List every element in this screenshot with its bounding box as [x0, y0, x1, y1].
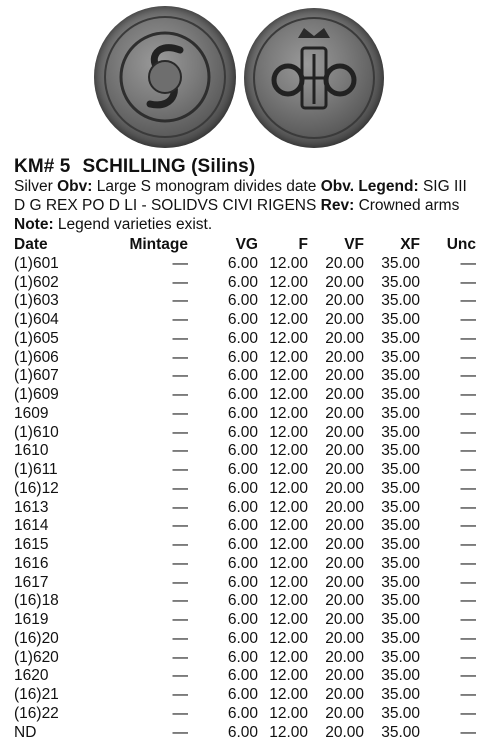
coin-description	[14, 177, 476, 234]
cell-date: (1)611	[14, 461, 114, 480]
cell-f: 12.00	[258, 405, 308, 424]
table-row	[14, 705, 476, 724]
cell-vg: 6.00	[188, 517, 258, 536]
coin-name: SCHILLING (Silins)	[82, 156, 255, 177]
cell-vf: 20.00	[308, 367, 364, 386]
table-row	[14, 405, 476, 424]
cell-mintage: —	[114, 480, 188, 499]
cell-mintage: —	[114, 274, 188, 293]
coin-images	[0, 0, 486, 152]
cell-vg: 6.00	[188, 611, 258, 630]
cell-f: 12.00	[258, 649, 308, 668]
cell-vf: 20.00	[308, 555, 364, 574]
cell-xf: 35.00	[364, 517, 420, 536]
cell-mintage: —	[114, 311, 188, 330]
cell-vf: 20.00	[308, 705, 364, 724]
table-row	[14, 311, 476, 330]
cell-xf: 35.00	[364, 386, 420, 405]
cell-vg: 6.00	[188, 405, 258, 424]
cell-unc: —	[420, 330, 476, 349]
cell-vf: 20.00	[308, 386, 364, 405]
cell-date: (1)604	[14, 311, 114, 330]
cell-vg: 6.00	[188, 592, 258, 611]
cell-vg: 6.00	[188, 461, 258, 480]
cell-vg: 6.00	[188, 311, 258, 330]
cell-unc: —	[420, 480, 476, 499]
rev-text: Crowned arms	[359, 197, 460, 214]
cell-vg: 6.00	[188, 555, 258, 574]
cell-unc: —	[420, 592, 476, 611]
cell-date: (1)606	[14, 349, 114, 368]
table-row	[14, 255, 476, 274]
cell-date: (1)607	[14, 367, 114, 386]
cell-vg: 6.00	[188, 349, 258, 368]
cell-unc: —	[420, 405, 476, 424]
cell-date: (16)22	[14, 705, 114, 724]
cell-mintage: —	[114, 555, 188, 574]
cell-mintage: —	[114, 349, 188, 368]
cell-unc: —	[420, 274, 476, 293]
cell-xf: 35.00	[364, 536, 420, 555]
cell-vg: 6.00	[188, 686, 258, 705]
cell-vf: 20.00	[308, 536, 364, 555]
cell-unc: —	[420, 705, 476, 724]
rev-label: Rev:	[321, 197, 355, 214]
cell-vf: 20.00	[308, 649, 364, 668]
cell-f: 12.00	[258, 592, 308, 611]
cell-xf: 35.00	[364, 630, 420, 649]
cell-mintage: —	[114, 442, 188, 461]
cell-f: 12.00	[258, 386, 308, 405]
cell-date: (1)601	[14, 255, 114, 274]
cell-vf: 20.00	[308, 592, 364, 611]
table-row	[14, 649, 476, 668]
cell-f: 12.00	[258, 255, 308, 274]
cell-vg: 6.00	[188, 499, 258, 518]
metal-text: Silver	[14, 178, 53, 195]
cell-vf: 20.00	[308, 499, 364, 518]
header-unc: Unc	[420, 236, 476, 255]
obv-text: Large S monogram divides date	[97, 178, 317, 195]
header-mintage: Mintage	[114, 236, 188, 255]
cell-f: 12.00	[258, 367, 308, 386]
table-header	[14, 236, 476, 255]
table-row	[14, 517, 476, 536]
km-number: KM# 5	[14, 156, 70, 177]
cell-unc: —	[420, 536, 476, 555]
cell-unc: —	[420, 442, 476, 461]
cell-mintage: —	[114, 611, 188, 630]
table-row	[14, 349, 476, 368]
table-row	[14, 724, 476, 742]
cell-unc: —	[420, 311, 476, 330]
cell-mintage: —	[114, 649, 188, 668]
cell-vf: 20.00	[308, 574, 364, 593]
cell-date: 1610	[14, 442, 114, 461]
cell-vg: 6.00	[188, 367, 258, 386]
cell-vg: 6.00	[188, 442, 258, 461]
cell-xf: 35.00	[364, 255, 420, 274]
cell-f: 12.00	[258, 424, 308, 443]
cell-f: 12.00	[258, 611, 308, 630]
cell-f: 12.00	[258, 292, 308, 311]
obv-legend-text: SIG III D G REX PO D LI - SOLIDVS CIVI RIGENS	[14, 178, 467, 214]
cell-xf: 35.00	[364, 405, 420, 424]
table-body	[14, 255, 476, 742]
cell-unc: —	[420, 292, 476, 311]
cell-f: 12.00	[258, 724, 308, 742]
header-f: F	[258, 236, 308, 255]
cell-mintage: —	[114, 517, 188, 536]
header-date: Date	[14, 236, 114, 255]
cell-date: (16)12	[14, 480, 114, 499]
cell-date: 1613	[14, 499, 114, 518]
cell-vf: 20.00	[308, 311, 364, 330]
coin-obverse-icon	[94, 6, 236, 148]
cell-date: (1)610	[14, 424, 114, 443]
cell-vg: 6.00	[188, 330, 258, 349]
table-row	[14, 367, 476, 386]
coin-reverse-photo	[244, 8, 384, 148]
cell-vf: 20.00	[308, 330, 364, 349]
cell-vf: 20.00	[308, 611, 364, 630]
cell-mintage: —	[114, 592, 188, 611]
table-row	[14, 555, 476, 574]
table-row	[14, 630, 476, 649]
cell-vf: 20.00	[308, 424, 364, 443]
cell-xf: 35.00	[364, 499, 420, 518]
table-row	[14, 292, 476, 311]
cell-vg: 6.00	[188, 386, 258, 405]
cell-xf: 35.00	[364, 611, 420, 630]
cell-f: 12.00	[258, 311, 308, 330]
cell-vg: 6.00	[188, 255, 258, 274]
cell-f: 12.00	[258, 536, 308, 555]
cell-xf: 35.00	[364, 592, 420, 611]
table-row	[14, 330, 476, 349]
cell-unc: —	[420, 349, 476, 368]
cell-vf: 20.00	[308, 405, 364, 424]
cell-xf: 35.00	[364, 724, 420, 742]
cell-date: (16)20	[14, 630, 114, 649]
cell-vg: 6.00	[188, 649, 258, 668]
cell-xf: 35.00	[364, 667, 420, 686]
cell-unc: —	[420, 574, 476, 593]
cell-xf: 35.00	[364, 461, 420, 480]
table-row	[14, 461, 476, 480]
cell-date: 1620	[14, 667, 114, 686]
cell-f: 12.00	[258, 574, 308, 593]
cell-date: (1)603	[14, 292, 114, 311]
cell-f: 12.00	[258, 667, 308, 686]
cell-vf: 20.00	[308, 480, 364, 499]
cell-f: 12.00	[258, 330, 308, 349]
cell-date: 1619	[14, 611, 114, 630]
header-xf: XF	[364, 236, 420, 255]
cell-date: 1617	[14, 574, 114, 593]
cell-f: 12.00	[258, 274, 308, 293]
coin-obverse-photo	[94, 6, 236, 148]
cell-unc: —	[420, 424, 476, 443]
cell-mintage: —	[114, 405, 188, 424]
cell-vg: 6.00	[188, 292, 258, 311]
cell-vf: 20.00	[308, 724, 364, 742]
cell-mintage: —	[114, 724, 188, 742]
table-row	[14, 386, 476, 405]
cell-vf: 20.00	[308, 349, 364, 368]
cell-vf: 20.00	[308, 667, 364, 686]
table-row	[14, 667, 476, 686]
cell-f: 12.00	[258, 630, 308, 649]
cell-vf: 20.00	[308, 686, 364, 705]
cell-mintage: —	[114, 499, 188, 518]
cell-mintage: —	[114, 536, 188, 555]
cell-mintage: —	[114, 461, 188, 480]
cell-f: 12.00	[258, 705, 308, 724]
cell-date: (1)620	[14, 649, 114, 668]
coin-reverse-icon	[244, 8, 384, 148]
cell-date: (16)18	[14, 592, 114, 611]
cell-xf: 35.00	[364, 330, 420, 349]
cell-vf: 20.00	[308, 292, 364, 311]
cell-vg: 6.00	[188, 630, 258, 649]
cell-date: 1609	[14, 405, 114, 424]
cell-mintage: —	[114, 255, 188, 274]
cell-mintage: —	[114, 705, 188, 724]
cell-xf: 35.00	[364, 574, 420, 593]
cell-vg: 6.00	[188, 424, 258, 443]
cell-xf: 35.00	[364, 292, 420, 311]
cell-unc: —	[420, 517, 476, 536]
cell-xf: 35.00	[364, 686, 420, 705]
table-row	[14, 499, 476, 518]
cell-f: 12.00	[258, 349, 308, 368]
cell-unc: —	[420, 667, 476, 686]
cell-f: 12.00	[258, 555, 308, 574]
table-row	[14, 480, 476, 499]
cell-mintage: —	[114, 386, 188, 405]
header-vf: VF	[308, 236, 364, 255]
cell-vg: 6.00	[188, 724, 258, 742]
cell-vg: 6.00	[188, 480, 258, 499]
cell-unc: —	[420, 630, 476, 649]
header-vg: VG	[188, 236, 258, 255]
cell-vg: 6.00	[188, 274, 258, 293]
table-row	[14, 536, 476, 555]
cell-date: (16)21	[14, 686, 114, 705]
cell-mintage: —	[114, 630, 188, 649]
cell-mintage: —	[114, 686, 188, 705]
cell-unc: —	[420, 724, 476, 742]
cell-unc: —	[420, 255, 476, 274]
cell-xf: 35.00	[364, 311, 420, 330]
cell-vg: 6.00	[188, 574, 258, 593]
cell-date: ND	[14, 724, 114, 742]
cell-f: 12.00	[258, 686, 308, 705]
cell-f: 12.00	[258, 442, 308, 461]
cell-date: (1)602	[14, 274, 114, 293]
obv-legend-label: Obv. Legend:	[321, 178, 419, 195]
cell-unc: —	[420, 555, 476, 574]
cell-mintage: —	[114, 367, 188, 386]
cell-vg: 6.00	[188, 667, 258, 686]
cell-vf: 20.00	[308, 461, 364, 480]
cell-unc: —	[420, 686, 476, 705]
table-row	[14, 686, 476, 705]
cell-vg: 6.00	[188, 705, 258, 724]
cell-xf: 35.00	[364, 442, 420, 461]
cell-date: 1616	[14, 555, 114, 574]
cell-xf: 35.00	[364, 480, 420, 499]
obv-label: Obv:	[57, 178, 92, 195]
cell-f: 12.00	[258, 480, 308, 499]
note-text: Legend varieties exist.	[58, 216, 212, 233]
cell-vf: 20.00	[308, 517, 364, 536]
cell-vf: 20.00	[308, 255, 364, 274]
cell-xf: 35.00	[364, 349, 420, 368]
cell-vg: 6.00	[188, 536, 258, 555]
cell-vf: 20.00	[308, 630, 364, 649]
cell-f: 12.00	[258, 499, 308, 518]
cell-date: 1614	[14, 517, 114, 536]
cell-unc: —	[420, 367, 476, 386]
cell-xf: 35.00	[364, 649, 420, 668]
cell-vf: 20.00	[308, 274, 364, 293]
cell-f: 12.00	[258, 461, 308, 480]
table-row	[14, 592, 476, 611]
cell-unc: —	[420, 649, 476, 668]
catalog-title	[14, 156, 255, 178]
cell-vf: 20.00	[308, 442, 364, 461]
cell-f: 12.00	[258, 517, 308, 536]
cell-mintage: —	[114, 424, 188, 443]
note-label: Note:	[14, 216, 54, 233]
cell-xf: 35.00	[364, 555, 420, 574]
cell-mintage: —	[114, 667, 188, 686]
cell-xf: 35.00	[364, 367, 420, 386]
cell-date: 1615	[14, 536, 114, 555]
cell-unc: —	[420, 499, 476, 518]
cell-unc: —	[420, 611, 476, 630]
cell-unc: —	[420, 386, 476, 405]
cell-xf: 35.00	[364, 705, 420, 724]
table-row	[14, 274, 476, 293]
table-row	[14, 611, 476, 630]
cell-mintage: —	[114, 330, 188, 349]
cell-date: (1)609	[14, 386, 114, 405]
cell-xf: 35.00	[364, 274, 420, 293]
table-row	[14, 424, 476, 443]
cell-unc: —	[420, 461, 476, 480]
price-table	[14, 236, 476, 742]
table-row	[14, 574, 476, 593]
cell-mintage: —	[114, 292, 188, 311]
table-row	[14, 442, 476, 461]
cell-date: (1)605	[14, 330, 114, 349]
cell-xf: 35.00	[364, 424, 420, 443]
cell-mintage: —	[114, 574, 188, 593]
